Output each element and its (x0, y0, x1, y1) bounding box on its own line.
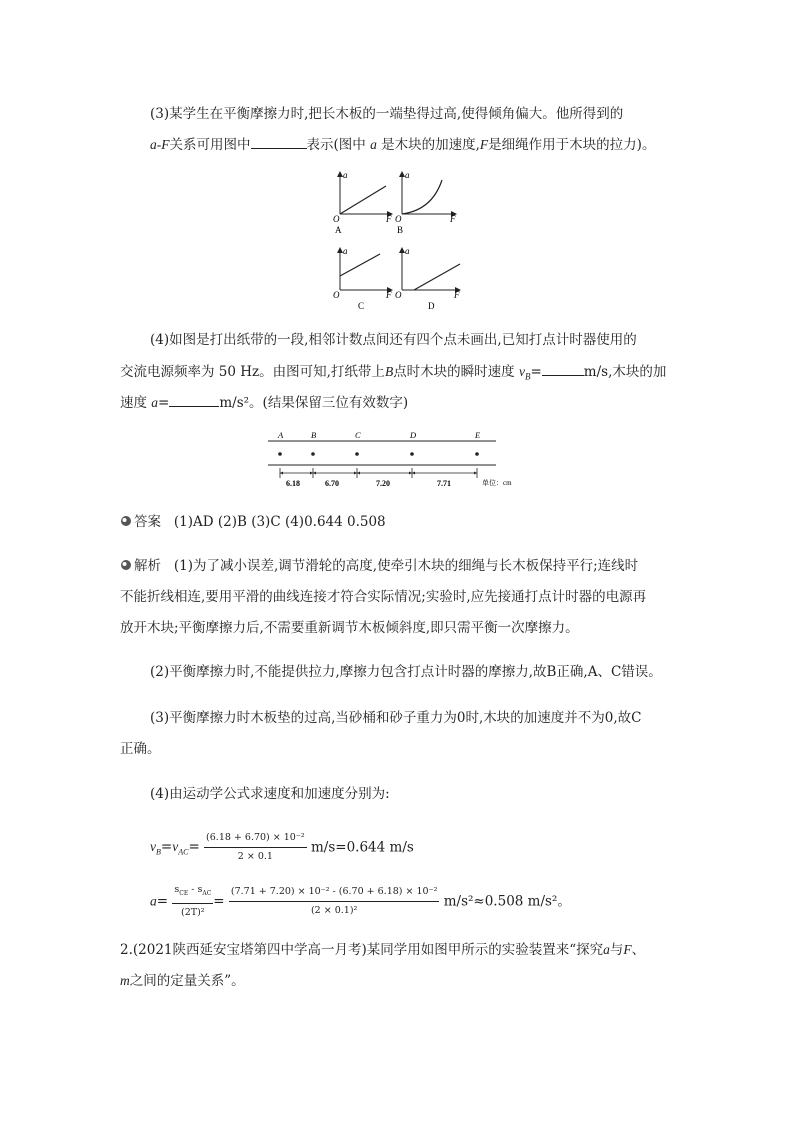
q4-text-e: m/s,木块的加 (583, 364, 667, 380)
f1-mid: v (172, 839, 179, 854)
analysis-p3-l1: (3)平衡摩擦力时木板垫的过高,当砂桶和砂子重力为0时,木块的加速度并不为0,故C (150, 710, 642, 726)
graphs-figure (320, 166, 470, 318)
analysis-p1-l2: 不能折线相连,要用平滑的曲线连接才符合实际情况;实验时,应先接通打点计时器的电源再 (120, 589, 647, 605)
formula-acceleration (150, 882, 571, 921)
graph-C-origin: O (333, 290, 340, 300)
f1-den: 2 × 0.1 (237, 851, 273, 862)
answer-label: 答案 (134, 514, 161, 530)
q4-text-speed: 速度 (120, 395, 147, 411)
q2-text-end: 之间的定量关系”。 (129, 973, 245, 989)
tape-label-B: B (311, 430, 317, 440)
graph-A-origin: O (333, 214, 340, 224)
tape-dist-AB: 6.18 (286, 479, 300, 488)
q2-comma: 、 (631, 942, 646, 958)
tape-dot-A (278, 452, 282, 456)
f2-num1-sub: CE (179, 889, 189, 897)
q3-var-F: F (479, 137, 489, 152)
q4-blank-a[interactable] (169, 392, 219, 407)
q4-eq: = (530, 364, 542, 380)
q4-text-a: 交流电源频率为 50 Hz。由图可知,打纸带上 (120, 364, 385, 380)
f2-lhs: a (150, 893, 157, 909)
analysis-p3-l2: 正确。 (120, 741, 161, 757)
analysis-p2: (2)平衡摩擦力时,不能提供拉力,摩擦力包含打点计时器的摩擦力,故B正确,A、C错误。 (150, 664, 662, 680)
f1-num: (6.18 + 6.70) × 10⁻² (204, 830, 307, 848)
f1-eq1: = (160, 839, 173, 855)
q3-line2 (150, 134, 655, 155)
f2-result: m/s²≈0.508 m/s²。 (443, 893, 571, 910)
q4-line2 (120, 361, 666, 387)
graph-C-axis-a: a (343, 246, 348, 256)
graph-D-label: D (428, 301, 435, 311)
graph-A-axis-F: F (386, 214, 392, 224)
answer-text: (1)AD (2)B (3)C (4)0.644 0.508 (173, 514, 386, 530)
f2-fraction1 (172, 882, 213, 921)
f1-eq2: = (188, 839, 200, 855)
q2-var-a: a (603, 942, 610, 957)
graph-C-line (340, 254, 380, 276)
graph-C (333, 246, 392, 311)
graph-A-axis-a: a (343, 170, 348, 180)
answer-line (120, 512, 386, 532)
graph-A-label: A (335, 225, 342, 235)
q4-var-v-sub: B (524, 371, 531, 382)
graph-B-curve (402, 180, 442, 214)
graph-D-origin: O (395, 290, 402, 300)
tape-label-A: A (278, 430, 284, 440)
q3-line1: (3)某学生在平衡摩擦力时,把长木板的一端垫得过高,使得倾角偏大。他所得到的 (150, 106, 624, 122)
graph-D-axis-F: F (454, 290, 460, 300)
q2-line2 (120, 971, 245, 991)
graph-B-label: B (397, 225, 404, 235)
f2-den2: (2 × 0.1)² (310, 904, 358, 916)
q2-line1 (120, 940, 645, 960)
q3-text-g: 是细绳作用于木块的拉力)。 (488, 137, 656, 153)
q2-text-yu: 与 (609, 942, 624, 958)
analysis-p4: (4)由运动学公式求速度和加速度分别为: (150, 786, 390, 802)
f2-num1-op: - s (188, 884, 203, 895)
f2-num2: (7.71 + 7.20) × 10⁻² - (6.70 + 6.18) × 10⁻² (229, 884, 440, 902)
q3-var-a: a (370, 137, 377, 152)
q2-text: 2.(2021陕西延安宝塔第四中学高一月考)某同学用如图甲所示的实验装置来“探究 (120, 942, 604, 958)
paper-tape-figure (262, 428, 532, 492)
q4-text-d: m/s²。(结果保留三位有效数字) (219, 395, 409, 411)
f1-fraction (204, 830, 307, 865)
graph-C-label: C (358, 301, 365, 311)
tape-dot-B (311, 452, 315, 456)
q4-var-B: B (384, 364, 394, 379)
tape-unit: 单位：cm (482, 479, 512, 487)
q2-var-F: F (623, 942, 632, 957)
graph-C-axis-F: F (386, 290, 392, 300)
graph-B-axis-a: a (405, 170, 410, 180)
graph-D-line (414, 264, 460, 290)
analysis-label: 解析 (134, 558, 161, 574)
q4-var-v: v (518, 364, 525, 379)
q4-var-a: a (151, 395, 159, 410)
f2-num1-sub2: AC (202, 889, 212, 897)
analysis-p1-l3: 放开木块;平衡摩擦力后,不需要重新调节木板倾斜度,即只需平衡一次摩擦力。 (120, 620, 579, 636)
tape-label-D: D (410, 430, 417, 440)
f1-lhs: v (150, 839, 156, 854)
q4-text-c: 点时木块的瞬时速度 (393, 364, 515, 380)
q4-eq2: = (158, 395, 170, 411)
graph-D-axis-a: a (405, 246, 410, 256)
f2-eq2: = (213, 893, 225, 910)
q3-aF: a-F (150, 137, 170, 152)
q4-blank-v[interactable] (542, 361, 584, 376)
graph-A-line (340, 186, 386, 214)
graph-B (395, 170, 456, 235)
f2-fraction2 (229, 884, 440, 919)
analysis-p1-l1-text: (1)为了减小误差,调节滑轮的高度,使牵引木块的细绳与长木板保持平行;连线时 (173, 558, 639, 574)
q4-line3 (120, 392, 408, 413)
f1-mid-sub: AC (178, 847, 189, 857)
tape-dist-BC: 6.70 (325, 479, 339, 488)
f2-num1: s (174, 884, 180, 895)
f1-result: m/s=0.644 m/s (310, 839, 414, 856)
tape-dist-DE: 7.71 (437, 479, 451, 488)
q4-line1: (4)如图是打出纸带的一段,相邻计数点间还有四个点未画出,已知打点计时器使用的 (150, 332, 637, 348)
tape-dot-D (410, 452, 414, 456)
f2-eq1: = (156, 893, 169, 910)
graph-A (333, 170, 392, 235)
tape-label-C: C (355, 430, 361, 440)
graph-B-axis-F: F (450, 214, 456, 224)
analysis-marker-icon (120, 559, 132, 571)
graph-D (395, 246, 460, 311)
q3-text-c: 表示(图中 (306, 137, 366, 153)
f2-den1: (2T)² (181, 906, 205, 918)
q3-text-b: 关系可用图中 (169, 137, 251, 153)
graph-B-origin: O (395, 214, 402, 224)
tape-label-E: E (475, 430, 481, 440)
f1-lhs-sub: B (156, 847, 161, 857)
analysis-p1-l1 (120, 556, 638, 576)
q3-text-e: 是木块的加速度, (381, 137, 480, 153)
tape-dot-E (475, 452, 479, 456)
formula-velocity (150, 830, 414, 865)
tape-dist-CD: 7.20 (376, 479, 390, 488)
tape-dot-C (355, 452, 359, 456)
q2-var-m: m (120, 973, 130, 988)
answer-marker-icon (120, 515, 132, 527)
q3-blank[interactable] (251, 134, 307, 149)
